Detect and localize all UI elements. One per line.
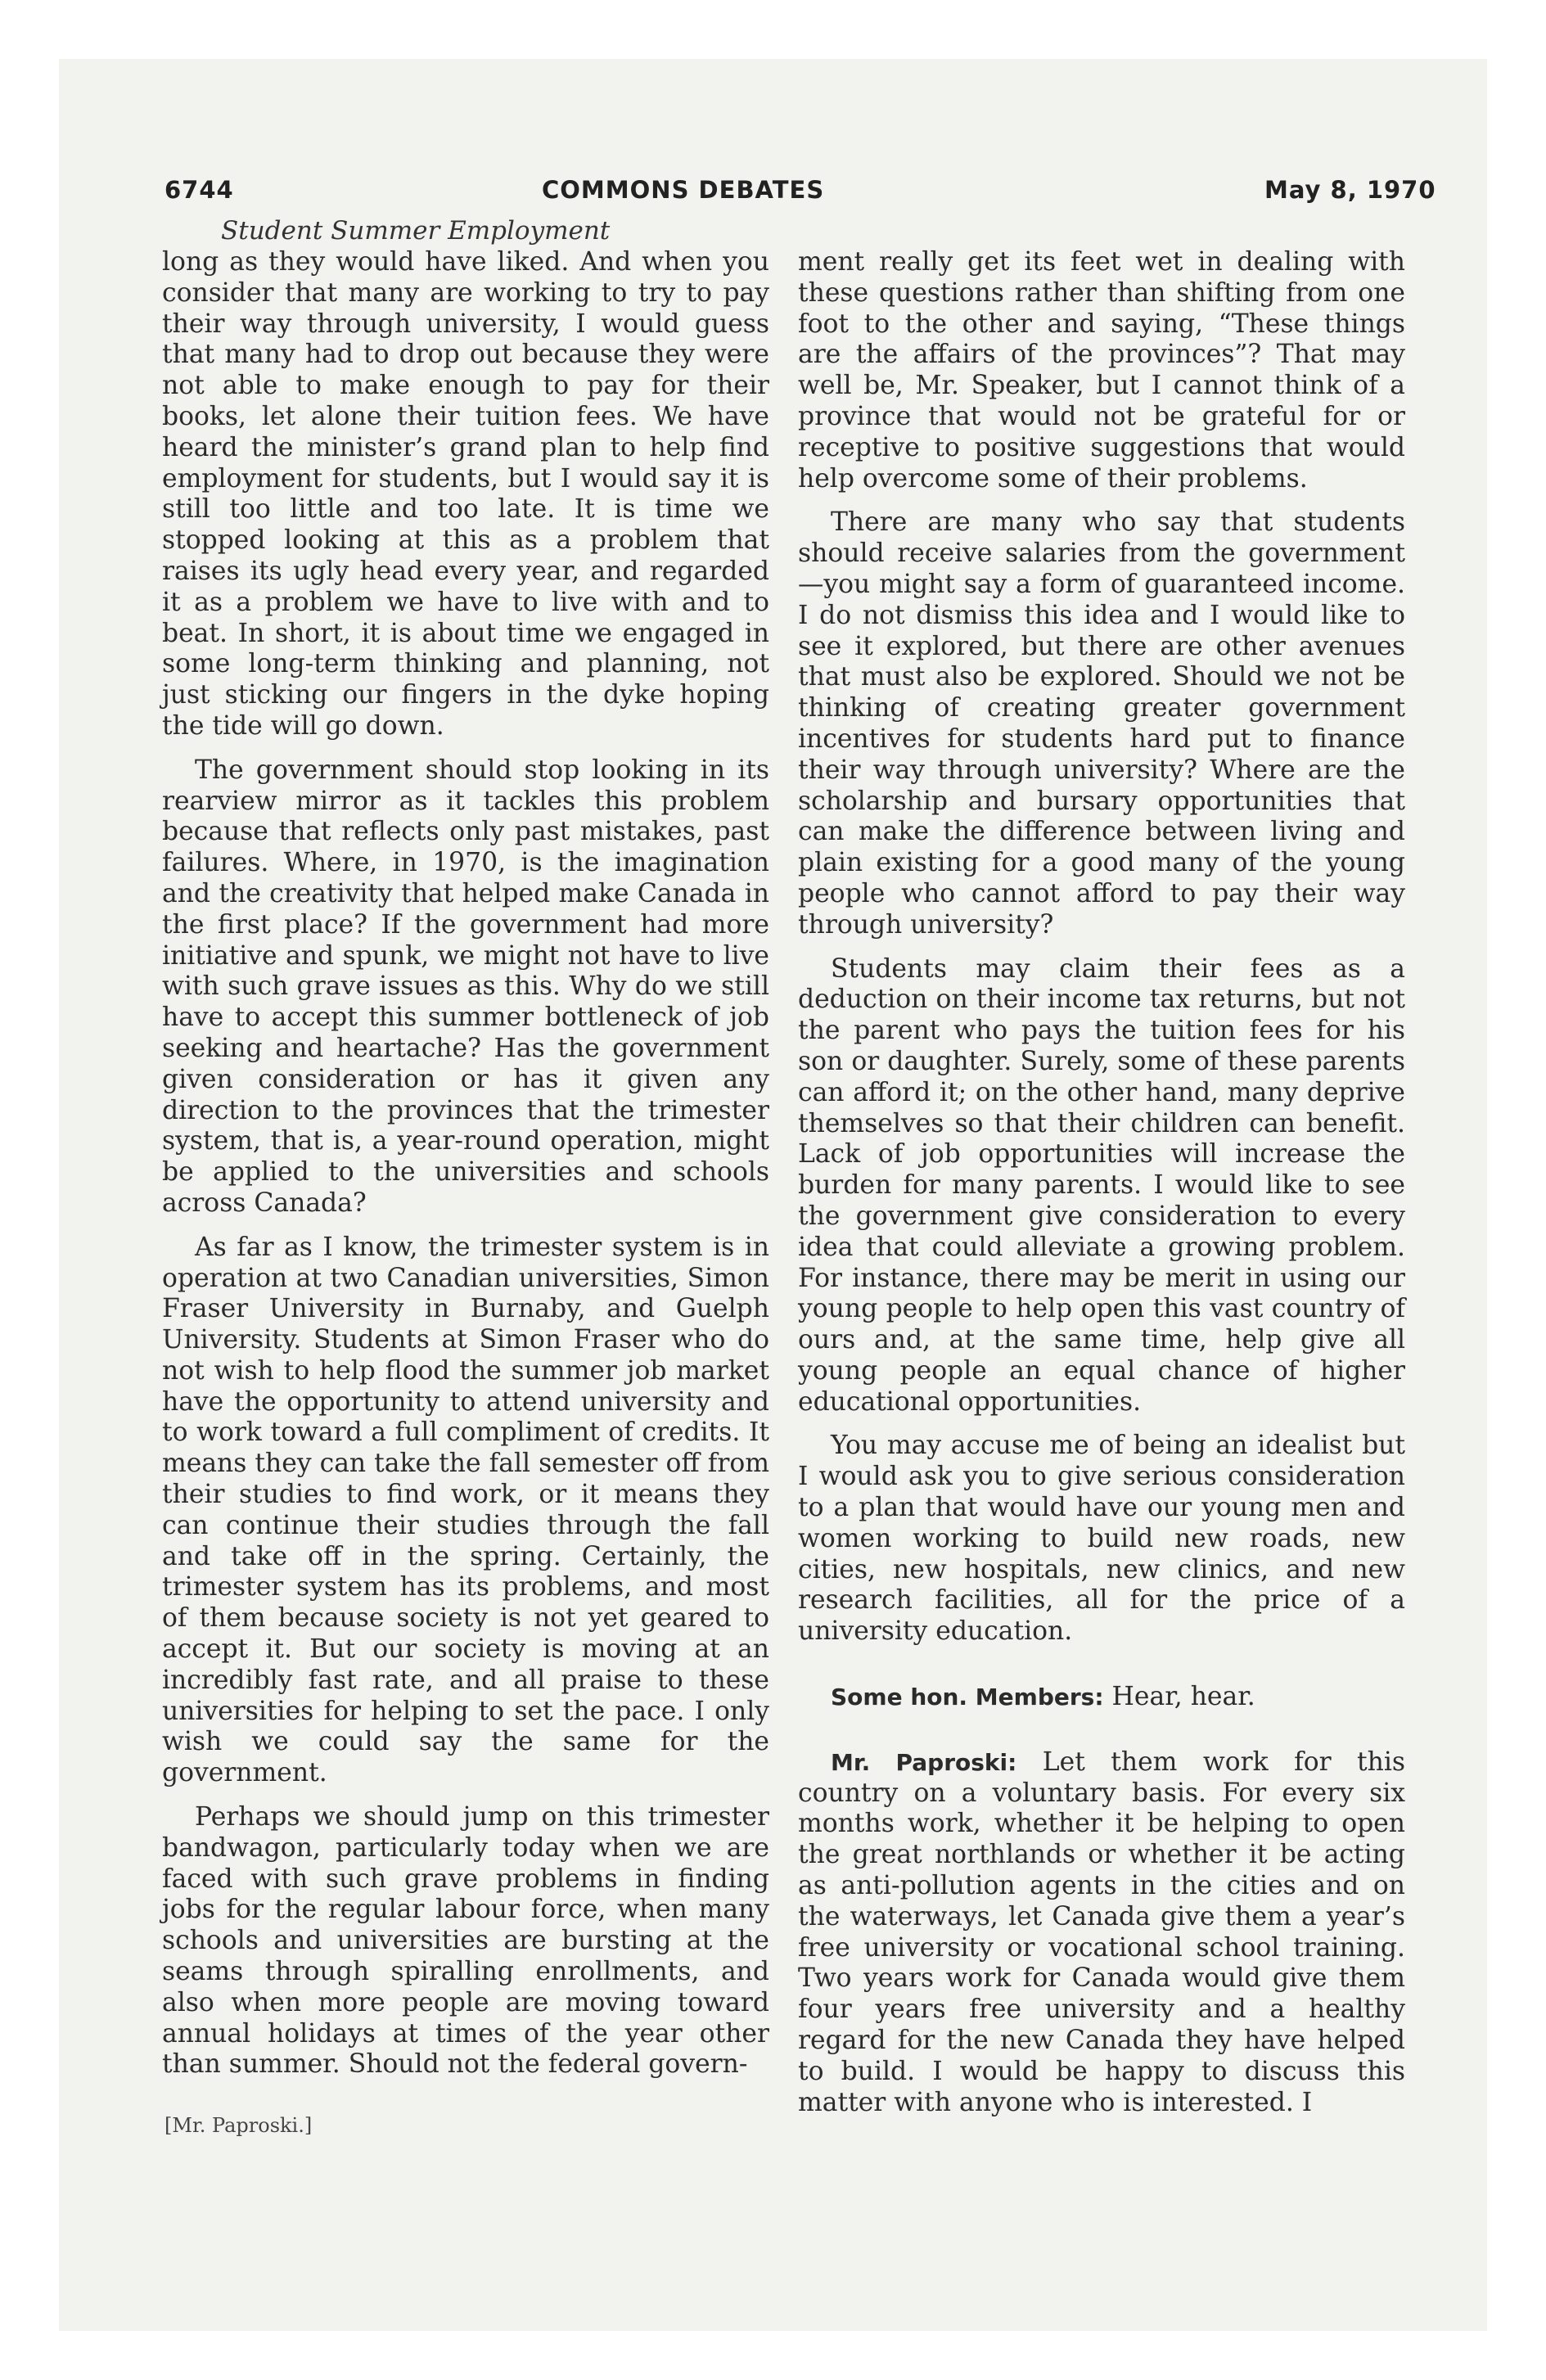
speaker-label: Mr. Paproski: [831,1748,1017,1776]
paragraph: As far as I know, the trimester system is in operation at two Canadian universities, Simon Fraser University in Burnaby, and Guelph University. Students at Simon Fraser who do not wish to help flood the summer job market have the opportunity to attend university and to work toward a full compliment of credits. It means they can take the fall semester off from their studies to find work, or it means they can continue their studies through the fall and take off in the spring. Certainly, the trimester system has its problems, and most of them because society is not yet geared to accept it. But our society is moving at an incredibly fast rate, and all praise to these universities for helping to set the pace. I only wish we could say the same for the government. [162,1232,769,1788]
right-column [798,247,1405,2118]
speech-text: Let them work for this country on a voluntary basis. For every six months work, whether it be helping to open the great northlands or whether it be acting as anti-pollution agents in the cities and on the waterways, let Canada give them a year’s free university or vocational school training. Two years work for Canada would give them four years free university and a healthy regard for the new Canada they have helped to build. I would be happy to discuss this matter with anyone who is interested. I [798,1747,1406,2117]
paragraph: Perhaps we should jump on this trimester bandwagon, particularly today when we are faced with such grave problems in finding jobs for the regular labour force, when many schools and universities are bursting at the seams through spiralling enrollments, and also when more people are moving toward annual holidays at times of the year other than summer. Should not the federal govern- [162,1802,769,2080]
running-title: COMMONS DEBATES [542,176,825,204]
paragraph: The government should stop looking in its rearview mirror as it tackles this problem because that reflects only past mistakes, past failures. Where, in 1970, is the imagination and the creativity that helped make Canada in the first place? If the government had more initiative and spunk, we might not have to live with such grave issues as this. Why do we still have to accept this summer bottleneck of job seeking and heartache? Has the government given consideration or has it given any direction to the provinces that the trimester system, that is, a year-round operation, might be applied to the universities and schools across Canada? [162,755,769,1218]
paragraph: ment really get its feet wet in dealing with these questions rather than shifting from one foot to the other and saying, “These things are the affairs of the provinces”? That may well be, Mr. Speaker, but I cannot think of a province that would not be grateful for or receptive to positive suggestions that would help overcome some of their problems. [798,247,1405,494]
paragraph: There are many who say that students should receive salaries from the government—you might say a form of guaranteed income. I do not dismiss this idea and I would like to see it explored, but there are other avenues that must also be explored. Should we not be thinking of creating greater government incentives for students hard put to finance their way through university? Where are the scholarship and bursary opportunities that can make the difference between living and plain existing for a good many of the young people who cannot afford to pay their way through university? [798,507,1405,940]
speaker-footnote: [Mr. Paproski.] [165,2114,313,2137]
speech-continuation [798,1747,1405,2119]
section-title: Student Summer Employment [221,216,611,246]
paragraph: Students may claim their fees as a deduction on their income tax returns, but not the parent who pays the tuition fees for his son or daughter. Surely, some of these parents can afford it; on the other hand, many deprive themselves so that their children can benefit. Lack of job opportunities will increase the burden for many parents. I would like to see the government give consideration to every idea that could alleviate a growing problem. For instance, there may be merit in using our young people to help open this vast country of ours and, at the same time, help give all young people an equal chance of higher educational opportunities. [798,953,1405,1417]
page-number: 6744 [165,176,234,204]
speech-text: Hear, hear. [1111,1682,1255,1712]
paragraph: long as they would have liked. And when you consider that many are working to try to pay their way through university, I would guess that many had to drop out because they were not able to make enough to pay for their books, let alone their tuition fees. We have heard the minister’s grand plan to help find employment for students, but I would say it is still too little and too late. It is time we stopped looking at this as a problem that raises its ugly head every year, and regarded it as a problem we have to live with and to beat. In short, it is about time we engaged in some long-term thinking and planning, not just sticking our fingers in the dyke hoping the tide will go down. [162,247,769,741]
left-column [162,247,769,2080]
speaker-label: Some hon. Members: [831,1684,1104,1711]
interjection [798,1682,1405,1713]
paragraph: You may accuse me of being an idealist but I would ask you to give serious consideration to a plan that would have our young men and women working to build new roads, new cities, new hospitals, new clinics, and new research facilities, all for the price of a university education. [798,1431,1405,1647]
page-date: May 8, 1970 [1264,176,1436,204]
